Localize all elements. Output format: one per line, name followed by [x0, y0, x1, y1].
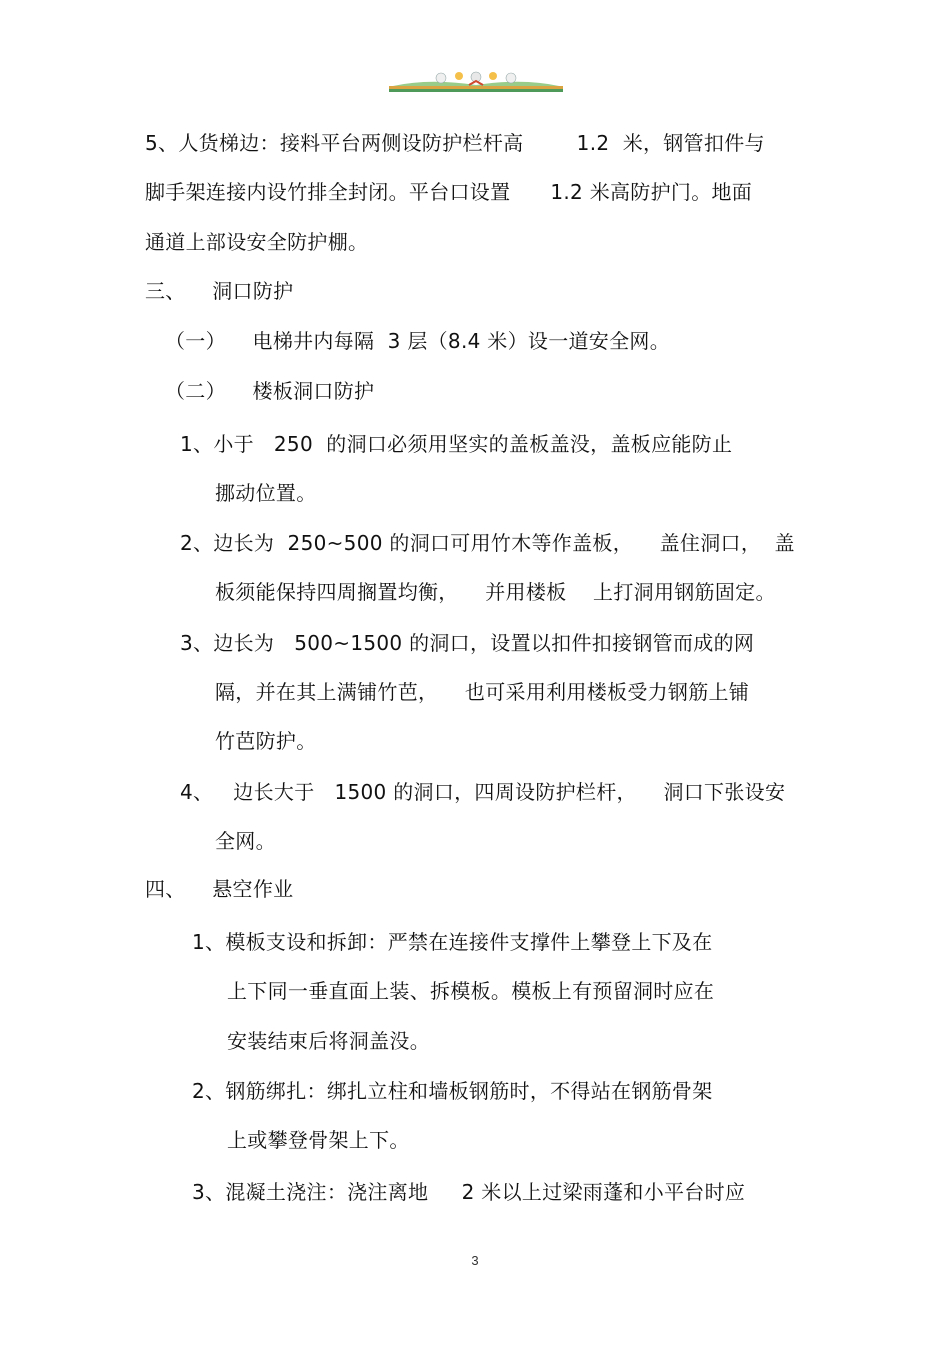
subsection-heading: （一） 电梯井内每隔 3 层（8.4 米）设一道安全网。 — [165, 329, 670, 353]
text-line: 安装结束后将洞盖没。 — [227, 1029, 430, 1053]
text-line: 板须能保持四周搁置均衡， 并用楼板 上打洞用钢筋固定。 — [215, 580, 776, 604]
text-line: 全网。 — [215, 829, 276, 853]
section-heading: 三、 洞口防护 — [145, 279, 294, 303]
text-line: 竹芭防护。 — [215, 729, 317, 753]
text-line: 3、混凝土浇注：浇注离地 2 米以上过梁雨蓬和小平台时应 — [192, 1180, 746, 1204]
text-line: 上下同一垂直面上装、拆模板。模板上有预留洞时应在 — [227, 979, 715, 1003]
floral-banner-logo — [389, 70, 563, 94]
text-line: 挪动位置。 — [215, 481, 317, 505]
text-line: 脚手架连接内设竹排全封闭。平台口设置 1.2 米高防护门。地面 — [145, 180, 753, 204]
text-line: 5、人货梯边：接料平台两侧设防护栏杆高 1.2 米，钢管扣件与 — [145, 131, 765, 155]
text-line: 2、钢筋绑扎：绑扎立柱和墙板钢筋时，不得站在钢筋骨架 — [192, 1079, 713, 1103]
text-line: 上或攀登骨架上下。 — [227, 1128, 410, 1152]
text-line: 隔，并在其上满铺竹芭， 也可采用利用楼板受力钢筋上铺 — [215, 680, 750, 704]
text-line: 4、 边长大于 1500 的洞口，四周设防护栏杆， 洞口下张设安 — [180, 780, 786, 804]
text-line: 1、小于 250 的洞口必须用坚实的盖板盖没，盖板应能防止 — [180, 432, 733, 456]
text-line: 1、模板支设和拆卸：严禁在连接件支撑件上攀登上下及在 — [192, 930, 713, 954]
section-heading: 四、 悬空作业 — [145, 877, 294, 901]
page-number: 3 — [471, 1253, 479, 1268]
subsection-heading: （二） 楼板洞口防护 — [165, 379, 375, 403]
text-line: 通道上部设安全防护棚。 — [145, 230, 369, 254]
text-line: 2、边长为 250~500 的洞口可用竹木等作盖板， 盖住洞口， 盖 — [180, 531, 795, 555]
text-line: 3、边长为 500~1500 的洞口，设置以扣件扣接钢管而成的网 — [180, 631, 755, 655]
